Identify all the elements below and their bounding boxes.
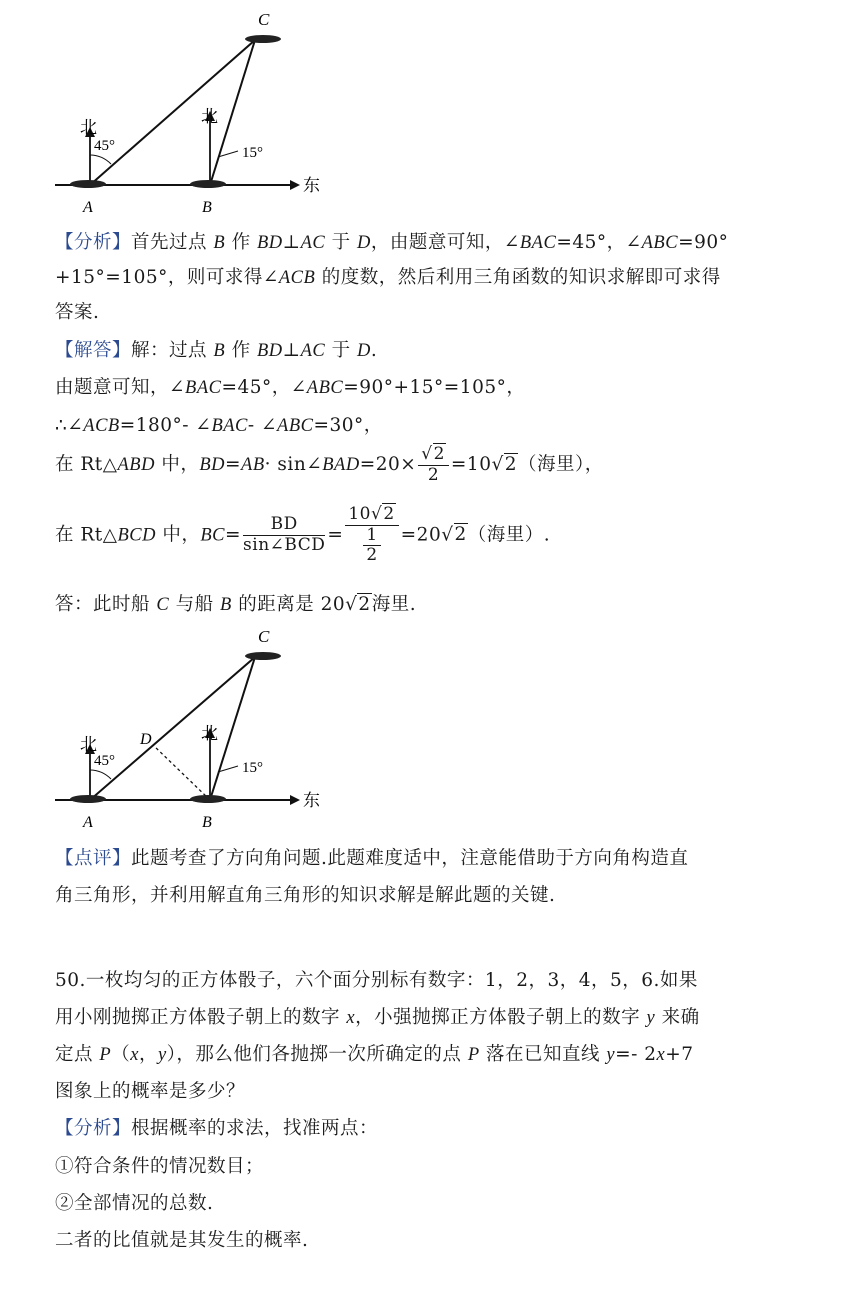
solution-tag: 【解答】 <box>55 340 132 361</box>
angle-label-b: 15° <box>242 760 263 776</box>
line-ac <box>90 657 255 800</box>
question-50-line-4: 图象上的概率是多少？ <box>55 1081 246 1102</box>
north-label-b: 北 <box>201 107 218 126</box>
comment-line-1: 【点评】此题考查了方向角问题.此题难度适中，注意能借助于方向角构造直 <box>55 848 689 869</box>
label-d: D <box>140 731 152 748</box>
comment-line-2: 角三角形，并利用解直角三角形的知识求解是解此题的关键. <box>55 885 556 906</box>
analysis-2-line-2: ①符合条件的情况数目； <box>55 1156 265 1177</box>
label-c: C <box>258 627 270 646</box>
analysis-2-line-4: 二者的比值就是其发生的概率. <box>55 1230 309 1251</box>
ship-a-icon <box>70 795 106 803</box>
east-arrowhead <box>290 180 300 190</box>
question-50-line-2: 用小刚抛掷正方体骰子朝上的数字 x，小强抛掷正方体骰子朝上的数字 y 来确 <box>55 1007 700 1028</box>
north-label-b: 北 <box>201 724 218 743</box>
ship-a-icon <box>70 180 106 188</box>
line-ac <box>90 40 255 185</box>
label-b: B <box>202 814 212 831</box>
angle-label-a: 45° <box>94 138 115 154</box>
east-arrowhead <box>290 795 300 805</box>
analysis-2-line-1: 【分析】根据概率的求法，找准两点： <box>55 1118 379 1139</box>
angle-arc-a <box>90 770 111 779</box>
question-50-line-3: 定点 P（x，y），那么他们各抛掷一次所确定的点 P 落在已知直线 y=- 2x+7 <box>55 1044 694 1065</box>
fraction-bd-over-sin-bcd: $\frac{BD}{\text{sin∠BCD}}$ <box>243 514 326 555</box>
analysis-tag: 【分析】 <box>55 232 132 253</box>
solution-line-5: 在 Rt△BCD 中，BC= $\frac{BD}{\text{sin∠BCD}}$ = $\frac{10√2}{\frac{1}{2}}$ =20√2（海里）. <box>55 504 551 566</box>
angle-label-a: 45° <box>94 753 115 769</box>
ship-b-icon <box>190 180 226 188</box>
figure-1 <box>50 5 330 215</box>
line-bd-dashed <box>153 745 210 800</box>
east-label: 东 <box>303 176 320 195</box>
solution-line-3: ∴∠ACB=180°- ∠BAC- ∠ABC=30°， <box>55 415 383 436</box>
north-label-a: 北 <box>80 118 97 137</box>
ship-b-icon <box>190 795 226 803</box>
label-b: B <box>202 199 212 215</box>
solution-line-2: 由题意可知，∠BAC=45°，∠ABC=90°+15°=105°， <box>55 377 526 398</box>
analysis-1-line-1: 【分析】首先过点 B 作 BD⊥AC 于 D，由题意可知，∠BAC=45°，∠ABC=90° <box>55 232 729 253</box>
fraction-10sqrt2-over-half: $\frac{10√2}{\frac{1}{2}}$ <box>345 505 398 566</box>
analysis-2-line-3: ②全部情况的总数. <box>55 1193 214 1214</box>
ship-c-icon <box>245 652 281 660</box>
analysis-1-line-3: 答案. <box>55 302 100 323</box>
label-a: A <box>83 814 93 831</box>
analysis-1-line-2: +15°=105°，则可求得∠ACB 的度数，然后利用三角函数的知识求解即可求得 <box>55 267 721 288</box>
solution-line-4: 在 Rt△ABD 中，BD=AB· sin∠BAD=20× $\frac{√2}{2}$ =10√2（海里）， <box>55 444 604 485</box>
solution-answer: 答：此时船 C 与船 B 的距离是 20√2海里. <box>55 594 417 615</box>
figure-2 <box>50 622 330 837</box>
label-c: C <box>258 10 270 29</box>
analysis-tag-2: 【分析】 <box>55 1118 132 1139</box>
solution-line-1: 【解答】解：过点 B 作 BD⊥AC 于 D. <box>55 340 378 361</box>
question-50-line-1: 50.一枚均匀的正方体骰子，六个面分别标有数字：1，2，3，4，5，6.如果 <box>55 970 698 991</box>
east-label: 东 <box>303 791 320 810</box>
comment-tag: 【点评】 <box>55 848 132 869</box>
label-a: A <box>83 199 93 215</box>
ship-c-icon <box>245 35 281 43</box>
fraction-sqrt2-over-2: $\frac{√2}{2}$ <box>418 445 449 485</box>
angle-arc-a <box>90 155 111 164</box>
angle-label-b: 15° <box>242 145 263 161</box>
north-label-a: 北 <box>80 735 97 754</box>
